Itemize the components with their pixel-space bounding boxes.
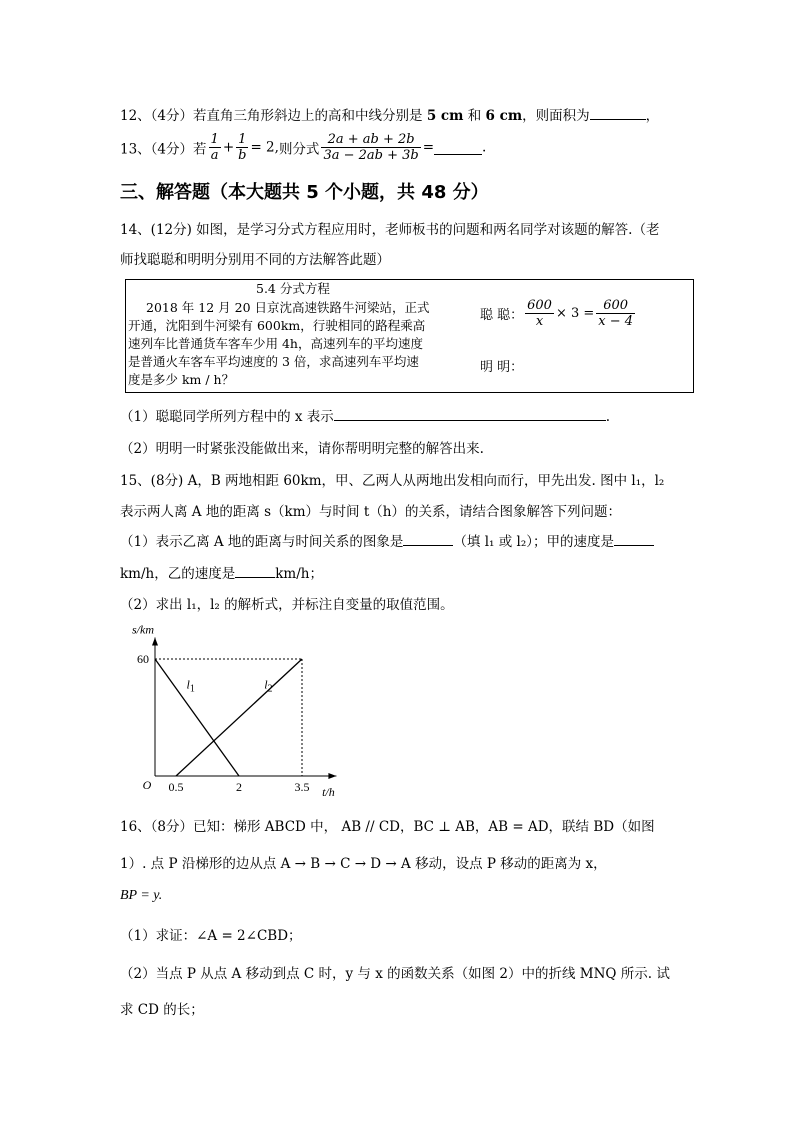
q14-sub1 [120,405,610,425]
q14-sub1-tail: . [605,409,611,425]
congcong-equation [480,298,637,329]
q13-line [120,132,486,163]
q16-sub2: （2）当点 P 从点 A 移动到点 C 时，y 与 x 的函数关系（如图 2）中的折线 MNQ 所示. 试 [120,966,670,982]
q13-fraction-expression: $\frac{2a + ab + 2b}{3a - 2ab + 3b}$ [323,132,419,163]
q14-problem-box [125,279,694,393]
cc-times: × 3 = [555,306,595,321]
box-line-4: 是普通火车客车平均速度的 3 倍，求高速列车平均速 [128,354,419,369]
q15-blank-graph [403,531,453,546]
q16-line-3: BP = y. [120,888,163,903]
q16-sub2-cont: 求 CD 的长； [120,1002,204,1018]
x-axis-arrow [328,773,336,779]
q13-if: 若 [193,141,207,158]
congcong-label: 聪 聪： [480,308,524,323]
q15-blank-speed-jia [614,531,654,546]
distance-time-chart [110,614,410,804]
box-line-1: 2018 年 12 月 20 日京沈高速铁路牛河梁站，正式 [146,300,430,315]
q13-fraction-1-over-a: $\frac{1}{a}$ [210,132,219,163]
q13-plus: + [222,139,235,156]
q13-mid: 则分式 [278,141,320,158]
q13-tail: . [482,139,487,156]
q15-sub2: （2）求出 l₁，l₂ 的解析式，并标注自变量的取值范围。 [120,597,454,613]
x-tick-label-1: 2 [236,780,242,794]
q12-value-height: 5 cm [426,108,464,124]
q13-fraction-1-over-b: $\frac{1}{b}$ [238,132,247,163]
mingming-label: 明 明： [480,360,524,375]
box-title: 5.4 分式方程 [256,281,330,296]
q12-text-a: 若直角三角形斜边上的高和中线分别是 [193,108,427,124]
q15-sub1-c: km/h，乙的速度是 [120,566,236,582]
q14-sub1-blank [334,406,606,421]
q12-number: 12、（4分） [120,108,194,124]
series-line-l2 [176,659,302,776]
q16-line-1: 16、（8分）已知：梯形 ABCD 中， AB // CD，BC ⊥ AB，AB = AD，联结 BD（如图 [120,819,655,835]
q16-line-2: 1）. 点 P 沿梯形的边从点 A → B → C → D → A 移动，设点 P 移动的距离为 x， [120,856,607,872]
q12-text-b: ，则面积为 [522,108,590,124]
q12-answer-blank [590,105,646,120]
q12-line [120,104,659,124]
q13-answer-blank [434,140,482,155]
series-label-l1: $l_1$ [186,677,195,695]
q15-sub1-cont [120,562,323,582]
q15-line-1: 15、(8分) A，B 两地相距 60km，甲、乙两人从两地出发相向而行，甲先出发. 图中 l₁，l₂ [120,473,665,489]
origin-label: O [142,778,152,792]
cc-fraction-2: $\frac{600}{x - 4}$ [598,298,634,329]
q12-tail: ， [645,108,660,124]
q12-and: 和 [463,108,486,124]
box-line-2: 开通，沈阳到牛河梁有 600km，行驶相同的路程乘高 [128,318,426,333]
q14-sub2: （2）明明一时紧张没能做出来，请你帮明明完整的解答出来. [120,441,484,457]
q15-blank-speed-yi [235,563,275,578]
y-tick-label-0: 60 [137,652,149,666]
q15-sub1-a: （1）表示乙离 A 地的距离与时间关系的图象是 [120,534,404,550]
q13-equals: = [422,139,435,156]
q15-sub1-d: km/h； [275,566,323,582]
cc-fraction-1: $\frac{600}{x}$ [527,298,552,329]
q16-sub1: （1）求证：∠A = 2∠CBD； [120,928,302,944]
q15-line-2: 表示两人离 A 地的距离 s（km）与时间 t（h）的关系，请结合图象解答下列问题： [120,504,621,520]
section-3-heading: 三、解答题（本大题共 5 个小题，共 48 分） [120,182,489,203]
q13-number: 13、（4分） [120,141,194,158]
q12-value-median: 6 cm [485,108,523,124]
series-line-l1 [155,659,239,776]
q14-sub1-text: （1）聪聪同学所列方程中的 x 表示 [120,409,334,425]
y-axis-label: s/km [132,622,154,637]
box-line-5: 度是多少 km / h？ [128,372,235,387]
q13-eq2: = 2, [250,139,279,156]
x-tick-label-0: 0.5 [168,780,184,794]
q15-sub1 [120,530,654,550]
q14-line-1: 14、(12分) 如图，是学习分式方程应用时，老师板书的问题和两名同学对该题的解答.（老 [120,222,660,238]
q15-sub1-b: （填 l₁ 或 l₂）；甲的速度是 [453,534,615,550]
x-axis-label: t/h [322,785,335,799]
series-label-l2: $l_2$ [264,677,273,695]
x-tick-label-2: 3.5 [294,780,310,794]
y-axis-arrow [152,638,158,646]
box-line-3: 速列车比普通货车客车少用 4h，高速列车的平均速度 [128,336,423,351]
q14-line-2: 师找聪聪和明明分别用不同的方法解答此题） [120,252,390,268]
